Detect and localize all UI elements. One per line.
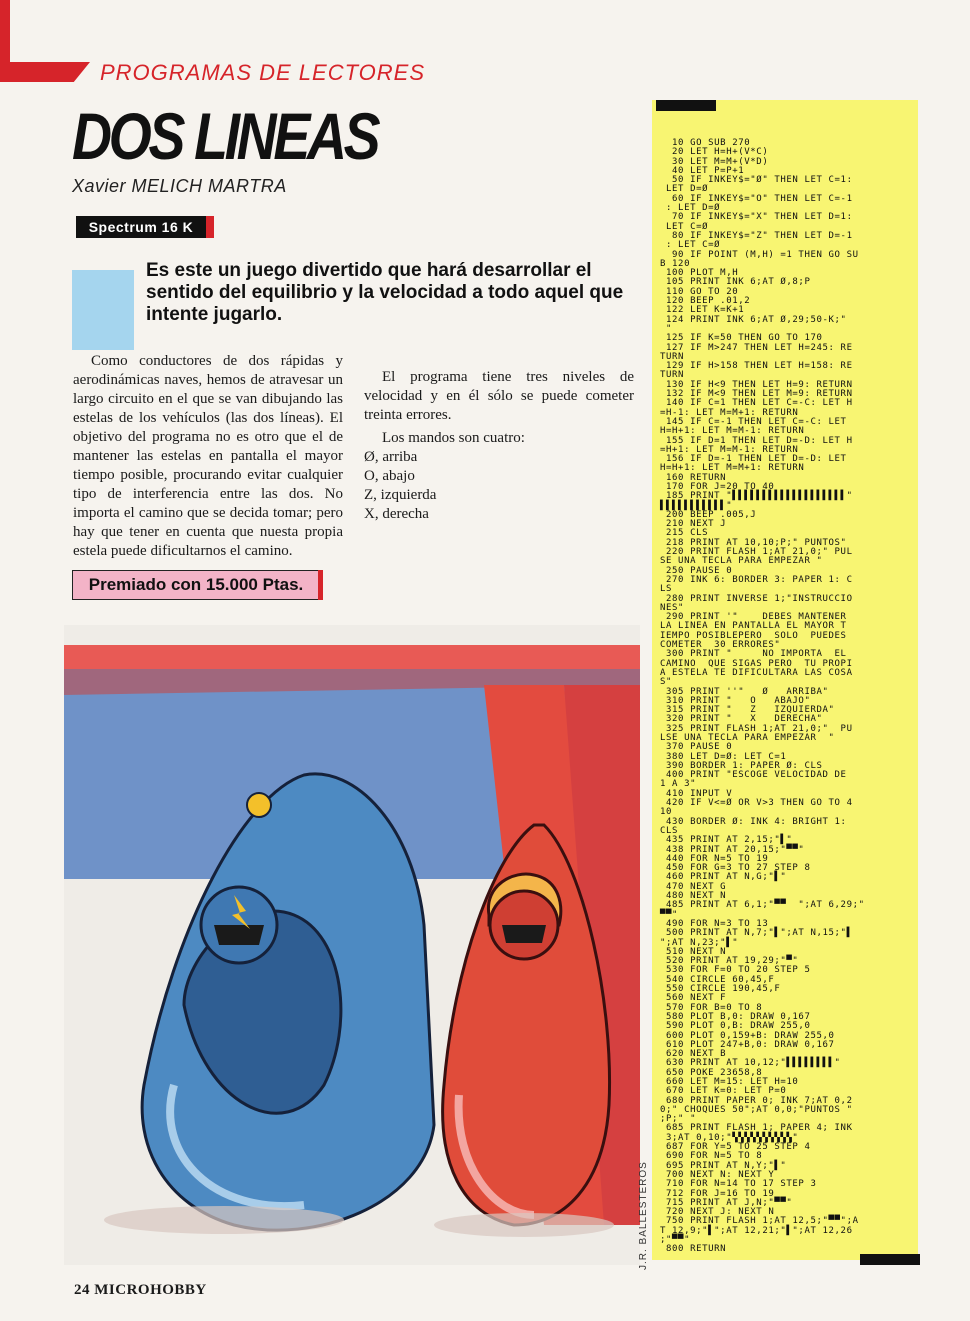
code-line: 90 IF POINT (M,H) =1 THEN GO SU <box>660 249 859 260</box>
code-line: 218 PRINT AT 10,10;P;" PUNTOS" <box>660 537 847 548</box>
body-paragraph-3: Los mandos son cuatro: <box>382 430 525 446</box>
code-line: 600 PLOT 0,159+B: DRAW 255,0 <box>660 1030 835 1041</box>
control-item: X, derecha <box>364 506 429 522</box>
code-line: 110 GO TO 20 <box>660 286 739 297</box>
code-line: S" <box>660 677 673 688</box>
code-line: 490 FOR N=3 TO 13 <box>660 918 769 929</box>
code-line: 570 FOR B=0 TO 8 <box>660 1002 763 1013</box>
code-line: ;P;" " <box>660 1114 697 1125</box>
code-panel-tab-top <box>656 100 716 111</box>
code-line: 700 NEXT N: NEXT Y <box>660 1169 775 1180</box>
code-line: 156 IF D=-1 THEN LET D=-D: LET <box>660 454 847 465</box>
code-panel-tab-bottom <box>860 1254 920 1265</box>
body-column-1 <box>73 352 343 565</box>
author-name: Xavier MELICH MARTRA <box>72 176 287 196</box>
code-line: 695 PRINT AT N,Y;"▌" <box>660 1160 787 1171</box>
code-line: 650 POKE 23658,8 <box>660 1067 763 1078</box>
code-line: 660 LET M=15: LET H=10 <box>660 1076 799 1087</box>
code-line: 127 IF M>247 THEN LET H=245: RE <box>660 342 853 353</box>
code-line: T 12,9;"▌";AT 12,21;"▌";AT 12,26 <box>660 1225 853 1236</box>
code-line: H=H+1: LET M=M-1: RETURN <box>660 426 805 437</box>
code-line: ▌▌▌▌▌▌▌▌▌▌▌" <box>660 500 733 511</box>
code-line: 800 RETURN <box>660 1244 727 1255</box>
code-line: 500 PRINT AT N,7;"▌";AT N,15;"▌ <box>660 928 853 939</box>
code-line: " <box>660 323 673 334</box>
code-line: 715 PRINT AT J,N;"▀▀" <box>660 1197 793 1208</box>
code-line: 250 PAUSE 0 <box>660 565 733 576</box>
code-line: 160 RETURN <box>660 472 727 483</box>
body-paragraph-1: Como conductores de dos rápidas y aerodinámicas naves, hemos de atravesar un largo circuito en el que se van dibujando las estelas de los vehículos (las dos líneas). El objetivo del programa no es otro que el de mantener las estelas en pantalla el mayor tiempo posible, procurando evitar cualquier tipo de interferencia entre las dos. No importa el camino que se decida tomar; pero hay que tener en cuenta que nuesta propia estela puede dificultarnos el camino. <box>73 353 343 559</box>
basic-code-listing <box>660 139 914 1255</box>
code-line: 430 BORDER Ø: INK 4: BRIGHT 1: <box>660 816 847 827</box>
section-red-band <box>0 62 90 82</box>
code-line: 10 <box>660 807 673 818</box>
code-line: =H+1: LET M=M-1: RETURN <box>660 444 799 455</box>
code-line: H=H+1: LET M=M+1: RETURN <box>660 463 805 474</box>
code-line: 435 PRINT AT 2,15;"▌" <box>660 835 793 846</box>
code-line: 215 CLS <box>660 528 709 539</box>
code-line: 129 IF H>158 THEN LET H=158: RE <box>660 361 853 372</box>
control-item: Ø, arriba <box>364 449 418 465</box>
code-line: 510 NEXT N <box>660 946 727 957</box>
code-line: 185 PRINT "▌▌▌▌▌▌▌▌▌▌▌▌▌▌▌▌▌▌▌" <box>660 491 853 502</box>
code-line: 10 GO SUB 270 <box>660 138 751 148</box>
code-line: CLS <box>660 825 679 836</box>
code-line: 620 NEXT B <box>660 1049 727 1060</box>
code-line: 1 A 3" <box>660 779 697 790</box>
code-line: 687 FOR Y=5 TO 25 STEP 4 <box>660 1142 811 1153</box>
code-line: ";AT N,23;"▌" <box>660 937 739 948</box>
code-line: 520 PRINT AT 19,29;"▀" <box>660 956 799 967</box>
code-line: 370 PAUSE 0 <box>660 742 733 753</box>
code-line: 30 LET M=M+(V*D) <box>660 156 769 167</box>
code-line: SE UNA TECLA PARA EMPEZAR " <box>660 556 823 567</box>
code-line: 120 BEEP .01,2 <box>660 296 751 307</box>
body-paragraph-2: El programa tiene tres niveles de velocidad y en él sólo se puede cometer treinta errores. <box>364 369 634 423</box>
code-line: 290 PRINT '" DEBES MANTENER <box>660 612 847 623</box>
code-line: 122 LET K=K+1 <box>660 305 745 316</box>
code-line: TURN <box>660 351 685 362</box>
code-line: 200 BEEP .005,J <box>660 509 757 520</box>
code-line: 80 IF INKEY$="Z" THEN LET D=-1 <box>660 230 853 241</box>
code-line: CAMINO QUE SIGAS PERO TU PROPI <box>660 658 853 669</box>
code-line: 60 IF INKEY$="O" THEN LET C=-1 <box>660 193 853 204</box>
code-line: B 120 <box>660 258 691 269</box>
code-line: 325 PRINT FLASH 1;AT 21,0;" PU <box>660 723 853 734</box>
code-line: 410 INPUT V <box>660 788 733 799</box>
code-line: IEMPO POSIBLEPERO SOLO PUEDES <box>660 630 847 641</box>
code-line: 460 PRINT AT N,G;"▌" <box>660 872 787 883</box>
code-line: LSE UNA TECLA PARA EMPEZAR " <box>660 733 835 743</box>
code-line: 155 IF D=1 THEN LET D=-D: LET H <box>660 435 853 446</box>
code-line: LS <box>660 584 673 595</box>
code-line: =H-1: LET M=M+1: RETURN <box>660 407 799 418</box>
lead-accent-box <box>72 270 134 350</box>
code-line: 20 LET H=H+(V*C) <box>660 147 769 158</box>
code-line: 300 PRINT " NO IMPORTA EL <box>660 649 847 660</box>
code-line: 670 LET K=0: LET P=0 <box>660 1086 787 1097</box>
code-line: 70 IF INKEY$="X" THEN LET D=1: <box>660 212 853 223</box>
code-line: : LET C=Ø <box>660 240 721 251</box>
article-title: DOS LINEAS <box>72 99 378 173</box>
code-line: 680 PRINT PAPER 0; INK 7;AT 0,2 <box>660 1095 853 1106</box>
code-line: 420 IF V<=Ø OR V>3 THEN GO TO 4 <box>660 798 853 809</box>
code-line: TURN <box>660 370 685 381</box>
section-label: PROGRAMAS DE LECTORES <box>100 60 425 85</box>
code-line: 438 PRINT AT 20,15;"▀▀" <box>660 844 805 855</box>
code-line: 712 FOR J=16 TO 19 <box>660 1188 775 1199</box>
code-line: 220 PRINT FLASH 1;AT 21,0;" PUL <box>660 547 853 558</box>
prize-banner-edge <box>318 570 323 600</box>
code-line: 40 LET P=P+1 <box>660 165 745 176</box>
code-line: 440 FOR N=5 TO 19 <box>660 853 769 864</box>
racing-illustration <box>64 625 640 1265</box>
code-line: : LET D=Ø <box>660 203 721 214</box>
code-line: 270 INK 6: BORDER 3: PAPER 1: C <box>660 574 853 585</box>
code-line: 124 PRINT INK 6;AT Ø,29;50-K;" <box>660 314 847 325</box>
code-line: LA LINEA EN PANTALLA EL MAYOR T <box>660 621 847 632</box>
code-line: 485 PRINT AT 6,1;"▀▀ ";AT 6,29;" <box>660 900 865 911</box>
code-line: 315 PRINT " Z IZQUIERDA" <box>660 705 835 716</box>
code-line: 320 PRINT " X DERECHA" <box>660 714 823 725</box>
lead-paragraph: Es este un juego divertido que hará desarrollar el sentido del equilibrio y la velocidad a todo aquel que intente jugarlo. <box>146 260 624 325</box>
illustration-credit: J.R. BALLESTEROS <box>638 1161 649 1270</box>
code-line: A ESTELA TE DIFICULTARA LAS COSA <box>660 667 853 678</box>
code-line: 750 PRINT FLASH 1;AT 12,5;"▀▀";A <box>660 1216 859 1227</box>
code-line: 140 IF C=1 THEN LET C=-C: LET H <box>660 398 853 409</box>
code-line: 540 CIRCLE 60,45,F <box>660 974 775 985</box>
code-line: 310 PRINT " O ABAJO" <box>660 695 811 706</box>
code-line: 590 PLOT 0,B: DRAW 255,0 <box>660 1021 811 1032</box>
controls-list <box>364 448 634 524</box>
code-line: 470 NEXT G <box>660 881 727 892</box>
page-footer: 24 MICROHOBBY <box>74 1282 207 1298</box>
code-line: 125 IF K=50 THEN GO TO 170 <box>660 333 823 344</box>
code-line: 170 FOR J=20 TO 40 <box>660 481 775 492</box>
code-line: 610 PLOT 247+B,0: DRAW 0,167 <box>660 1039 835 1050</box>
code-line: 450 FOR G=3 TO 27 STEP 8 <box>660 863 811 874</box>
code-line: 130 IF H<9 THEN LET H=9: RETURN <box>660 379 853 390</box>
code-line: 145 IF C=-1 THEN LET C=-C: LET <box>660 416 847 427</box>
prize-banner: Premiado con 15.000 Ptas. <box>72 570 320 600</box>
control-item: Z, izquierda <box>364 487 437 503</box>
code-line: 210 NEXT J <box>660 519 727 530</box>
code-line: 560 NEXT F <box>660 993 727 1004</box>
code-line: 685 PRINT FLASH 1; PAPER 4; INK <box>660 1123 853 1134</box>
code-line: 3;AT 0,10;"▚▚▚▚▚▚▚▚▚▚" <box>660 1132 799 1143</box>
code-line: 0;" CHOQUES 50";AT 0,0;"PUNTOS " <box>660 1104 853 1115</box>
code-line: 105 PRINT INK 6;AT Ø,8;P <box>660 277 811 288</box>
code-line: NES" <box>660 602 685 613</box>
code-line: LET C=Ø <box>660 221 709 232</box>
code-line: 380 LET D=Ø: LET C=1 <box>660 751 787 762</box>
code-line: 530 FOR F=0 TO 20 STEP 5 <box>660 965 811 976</box>
code-line: 132 IF M<9 THEN LET M=9: RETURN <box>660 389 853 400</box>
code-line: ▀▀" <box>660 909 679 920</box>
control-item: O, abajo <box>364 468 415 484</box>
code-line: 690 FOR N=5 TO 8 <box>660 1151 763 1162</box>
code-line: 390 BORDER 1: PAPER Ø: CLS <box>660 760 823 771</box>
code-line: 280 PRINT INVERSE 1;"INSTRUCCIO <box>660 593 853 604</box>
code-line: 400 PRINT "ESCOGE VELOCIDAD DE <box>660 770 847 781</box>
code-line: 100 PLOT M,H <box>660 268 739 279</box>
code-line: ;"▀▀" <box>660 1235 691 1246</box>
code-line: LET D=Ø <box>660 184 709 195</box>
code-line: 720 NEXT J: NEXT N <box>660 1207 775 1218</box>
code-line: 630 PRINT AT 10,12;"▌▌▌▌▌▌▌▌" <box>660 1058 841 1069</box>
code-line: COMETER 30 ERRORES" <box>660 640 781 651</box>
code-line: 305 PRINT ''" Ø ARRIBA" <box>660 686 829 697</box>
code-line: 480 NEXT N <box>660 891 727 902</box>
code-line: 550 CIRCLE 190,45,F <box>660 984 781 995</box>
platform-badge-edge <box>206 216 214 238</box>
platform-badge: Spectrum 16 K <box>76 216 206 238</box>
body-column-2 <box>364 368 634 524</box>
code-line: 710 FOR N=14 TO 17 STEP 3 <box>660 1179 817 1190</box>
code-line: 580 PLOT B,0: DRAW 0,167 <box>660 1011 811 1022</box>
code-line: 50 IF INKEY$="Ø" THEN LET C=1: <box>660 175 853 186</box>
